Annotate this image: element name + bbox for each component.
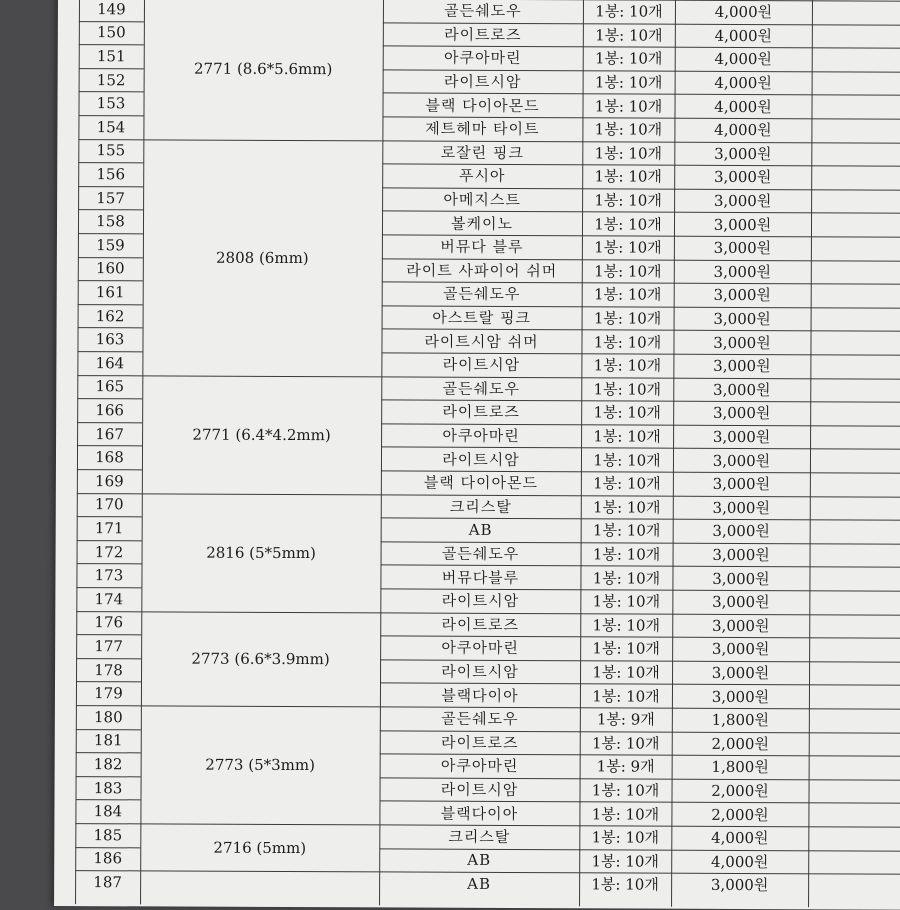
- package-quantity: 1봉: 10개: [591, 828, 660, 847]
- unit-price: 3,000원: [711, 663, 770, 683]
- product-name: 라이트시암: [441, 662, 519, 682]
- product-name: 크리스탈: [448, 828, 511, 847]
- package-quantity: 1봉: 10개: [594, 191, 662, 210]
- unit-price: 3,000원: [713, 286, 771, 305]
- product-name: AB: [468, 520, 493, 539]
- product-name: 볼케이노: [450, 214, 514, 233]
- package-quantity: 1봉: 10개: [592, 687, 660, 706]
- unit-price: 3,000원: [713, 357, 771, 376]
- package-quantity: 1봉: 10개: [591, 875, 659, 895]
- package-quantity: 1봉: 10개: [595, 2, 663, 21]
- product-name: 아쿠아마린: [440, 757, 519, 776]
- row-number: 164: [95, 353, 125, 373]
- product-name: 아쿠아마린: [443, 49, 522, 68]
- package-quantity: 1봉: 10개: [592, 616, 661, 635]
- product-name: 로잘린 핑크: [440, 143, 524, 162]
- package-quantity: 1봉: 10개: [591, 734, 660, 753]
- product-name: 라이트시암: [441, 591, 520, 611]
- product-name: 라이트시암: [440, 780, 519, 800]
- unit-price: 3,000원: [713, 239, 772, 258]
- unit-price: 4,000원: [714, 97, 772, 116]
- row-number: 187: [93, 873, 122, 892]
- unit-price: 3,000원: [712, 593, 770, 612]
- row-number: 177: [94, 637, 124, 656]
- row-number: 152: [96, 70, 126, 89]
- package-quantity: 1봉: 10개: [594, 97, 663, 116]
- package-quantity: 1봉: 10개: [591, 852, 659, 871]
- product-name: 버뮤다 블루: [440, 237, 524, 257]
- package-quantity: 1봉: 10개: [592, 569, 661, 588]
- product-name: 골든쉐도우: [441, 544, 520, 564]
- unit-price: 3,000원: [712, 498, 771, 518]
- item-code-group: 2771 (8.6*5.6mm): [193, 59, 333, 78]
- row-number: 170: [94, 495, 124, 514]
- package-quantity: 1봉: 10개: [594, 144, 663, 163]
- row-number: 160: [95, 259, 125, 278]
- package-quantity: 1봉: 10개: [592, 663, 660, 682]
- unit-price: 4,000원: [711, 829, 769, 848]
- product-name: 블랙 다이아몬드: [423, 473, 539, 493]
- unit-price: 3,000원: [711, 640, 770, 659]
- product-name: 라이트로즈: [442, 403, 520, 422]
- row-number: 169: [95, 471, 124, 491]
- row-number: 185: [93, 825, 123, 845]
- item-code-group: [140, 871, 379, 896]
- unit-price: 3,000원: [712, 545, 770, 565]
- unit-price: 4,000원: [710, 852, 769, 871]
- product-name: 라이트 사파이어 쉬머: [406, 261, 558, 281]
- row-number: 163: [95, 330, 125, 349]
- row-number: 181: [93, 731, 123, 750]
- package-quantity: 1봉: 10개: [594, 73, 663, 92]
- row-number: 167: [95, 424, 124, 443]
- package-quantity: 1봉: 10개: [592, 639, 660, 659]
- row-number: 165: [95, 377, 125, 396]
- unit-price: 3,000원: [712, 616, 770, 636]
- unit-price: 3,000원: [713, 191, 772, 211]
- product-name: 라이트시암: [442, 450, 520, 469]
- package-quantity: 1봉: 10개: [593, 285, 662, 305]
- package-quantity: 1봉: 10개: [595, 26, 663, 45]
- row-number: 176: [94, 613, 124, 632]
- row-number: 156: [96, 165, 126, 184]
- package-quantity: 1봉: 10개: [592, 521, 661, 541]
- package-quantity: 1봉: 10개: [592, 545, 661, 564]
- unit-price: 3,000원: [712, 475, 771, 494]
- unit-price: 3,000원: [714, 144, 772, 164]
- product-name: 버뮤다블루: [441, 568, 520, 587]
- unit-price: 3,000원: [712, 404, 771, 423]
- package-quantity: 1봉: 9개: [596, 710, 655, 729]
- row-number: 159: [96, 235, 125, 255]
- product-name: 제트헤마 타이트: [425, 119, 540, 139]
- unit-price: 3,000원: [711, 687, 770, 706]
- item-code-group: 2808 (6mm): [215, 248, 309, 267]
- row-number: 182: [93, 755, 123, 774]
- row-number: 153: [96, 94, 126, 113]
- package-quantity: 1봉: 10개: [593, 333, 662, 352]
- unit-price: 3,000원: [712, 522, 770, 541]
- row-number: 172: [94, 542, 124, 561]
- product-name: AB: [467, 851, 492, 870]
- unit-price: 3,000원: [710, 876, 769, 895]
- package-quantity: 1봉: 10개: [593, 380, 662, 399]
- unit-price: 4,000원: [714, 50, 772, 69]
- product-name: 푸시아: [458, 167, 506, 186]
- product-name: 라이트로즈: [440, 733, 519, 752]
- product-name: 라이트로즈: [441, 615, 520, 634]
- unit-price: 3,000원: [713, 215, 772, 234]
- row-number: 157: [96, 188, 125, 207]
- product-name: 라이트시암 쉬머: [424, 332, 539, 351]
- row-number: 178: [94, 660, 123, 679]
- row-number: 155: [96, 141, 126, 160]
- unit-price: 2,000원: [711, 734, 770, 753]
- package-quantity: 1봉: 10개: [591, 781, 660, 800]
- row-number: 150: [96, 23, 126, 42]
- product-name: 크리스탈: [449, 497, 512, 516]
- product-name: 골든쉐도우: [442, 285, 521, 304]
- package-quantity: 1봉: 9개: [596, 757, 655, 777]
- unit-price: 4,000원: [714, 121, 772, 140]
- row-number: 162: [95, 306, 125, 325]
- row-number: 158: [96, 212, 125, 231]
- row-number: 171: [94, 519, 124, 538]
- unit-price: 3,000원: [713, 262, 772, 282]
- product-name: 블랙 다이아몬드: [425, 96, 540, 115]
- row-number: 174: [94, 589, 124, 609]
- row-number: 151: [96, 47, 126, 66]
- package-quantity: 1봉: 10개: [594, 262, 662, 281]
- package-quantity: 1봉: 10개: [593, 498, 661, 517]
- product-name: 골든쉐도우: [441, 709, 519, 729]
- row-number: 179: [94, 684, 123, 703]
- unit-price: 4,000원: [714, 73, 772, 93]
- price-list-sheet: [54, 0, 900, 910]
- product-name: 라이트시암: [443, 72, 522, 92]
- product-name: 아쿠아마린: [442, 426, 520, 446]
- unit-price: 4,000원: [714, 26, 773, 46]
- package-quantity: 1봉: 10개: [594, 120, 663, 139]
- product-name: 블랙다이아: [441, 686, 519, 705]
- product-name: 골든쉐도우: [442, 379, 521, 398]
- package-quantity: 1봉: 10개: [591, 805, 660, 824]
- package-quantity: 1봉: 10개: [592, 592, 661, 611]
- row-number: 161: [95, 283, 125, 302]
- row-number: 184: [93, 802, 123, 821]
- package-quantity: 1봉: 10개: [594, 167, 662, 187]
- unit-price: 1,800원: [711, 758, 769, 777]
- unit-price: 3,000원: [712, 569, 770, 588]
- unit-price: 3,000원: [713, 168, 772, 187]
- row-number: 173: [94, 566, 124, 585]
- package-quantity: 1봉: 10개: [593, 309, 662, 328]
- row-number: 166: [95, 401, 125, 420]
- unit-price: 2,000원: [711, 805, 769, 824]
- product-name: 라이트로즈: [444, 25, 522, 44]
- item-code-group: 2773 (5*3mm): [205, 755, 316, 775]
- unit-price: 3,000원: [712, 427, 771, 447]
- item-code-group: 2816 (5*5mm): [206, 543, 316, 562]
- package-quantity: 1봉: 10개: [593, 403, 661, 423]
- unit-price: 4,000원: [714, 3, 773, 22]
- row-number: 186: [93, 849, 123, 868]
- product-name: 라이트시암: [442, 355, 521, 375]
- item-code-group: 2716 (5mm): [213, 838, 307, 857]
- product-name: 아스트랄 핑크: [432, 308, 531, 328]
- row-number: 180: [93, 707, 123, 727]
- row-number: 149: [97, 0, 126, 19]
- package-quantity: 1봉: 10개: [594, 49, 663, 69]
- product-name: AB: [467, 874, 492, 893]
- package-quantity: 1봉: 10개: [593, 474, 661, 493]
- package-quantity: 1봉: 10개: [593, 451, 661, 470]
- product-name: 아쿠아마린: [441, 639, 519, 658]
- package-quantity: 1봉: 10개: [594, 238, 662, 257]
- unit-price: 3,000원: [713, 333, 771, 352]
- row-number: 168: [95, 448, 124, 467]
- unit-price: 3,000원: [712, 451, 771, 470]
- row-number: 154: [96, 117, 126, 137]
- row-number: 183: [93, 778, 123, 797]
- product-name: 골든쉐도우: [444, 1, 522, 21]
- unit-price: 2,000원: [711, 781, 769, 801]
- unit-price: 3,000원: [713, 380, 771, 400]
- unit-price: 3,000원: [713, 309, 771, 329]
- unit-price: 1,800원: [711, 711, 770, 730]
- item-code-group: 2771 (6.4*4.2mm): [192, 425, 331, 444]
- package-quantity: 1봉: 10개: [594, 215, 662, 234]
- package-quantity: 1봉: 10개: [593, 356, 662, 375]
- product-name: 블랙다이아: [440, 804, 519, 823]
- package-quantity: 1봉: 10개: [593, 427, 661, 446]
- product-name: 아메지스트: [443, 190, 521, 210]
- item-code-group: 2773 (6.6*3.9mm): [191, 649, 330, 668]
